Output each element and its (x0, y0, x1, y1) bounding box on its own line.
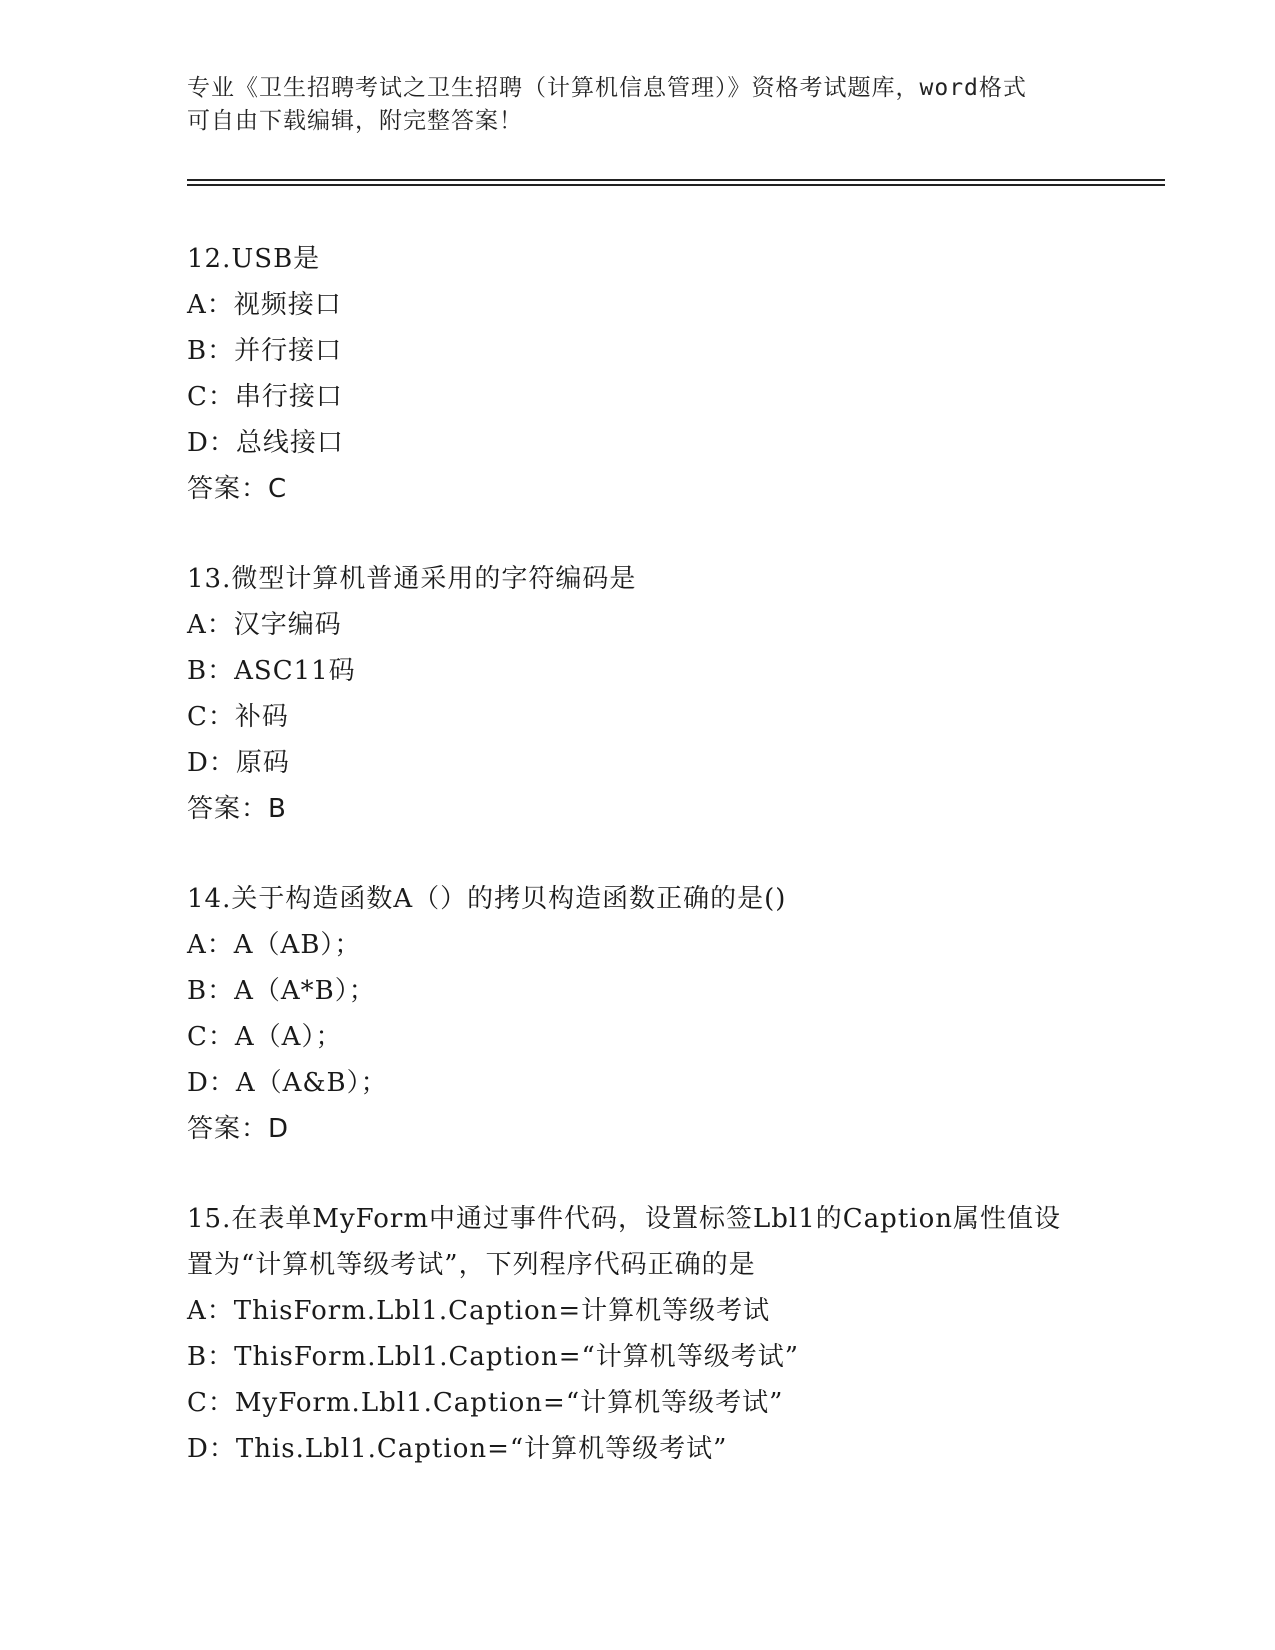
answer-text: 答案：B (187, 794, 287, 824)
question-stem: 13.微型计算机普通采用的字符编码是 (187, 564, 637, 594)
header-line-2: 可自由下载编辑，附完整答案！ (187, 108, 523, 134)
document-header (187, 72, 1067, 138)
option-b: B：ThisForm.Lbl1.Caption=“计算机等级考试” (187, 1342, 800, 1372)
header-divider-top (187, 179, 1165, 181)
option-c: C：串行接口 (187, 382, 343, 412)
answer-text: 答案：D (187, 1114, 290, 1144)
question-stem: 14.关于构造函数A（）的拷贝构造函数正确的是() (187, 884, 787, 914)
option-d: D：总线接口 (187, 428, 344, 458)
answer-text: 答案：C (187, 474, 288, 504)
question-15 (187, 1196, 1087, 1472)
option-d: D：原码 (187, 748, 290, 778)
header-line-1: 专业《卫生招聘考试之卫生招聘（计算机信息管理）》资格考试题库，word格式 (187, 75, 1027, 101)
option-d: D：This.Lbl1.Caption=“计算机等级考试” (187, 1434, 728, 1464)
option-d: D：A（A&B）； (187, 1068, 388, 1098)
question-12 (187, 236, 1087, 512)
question-stem: 15.在表单MyForm中通过事件代码，设置标签Lbl1的Caption属性值设置为“计算机等级考试”，下列程序代码正确的是 (187, 1204, 1061, 1280)
question-stem: 12.USB是 (187, 244, 321, 274)
option-b: B：A（A*B）； (187, 976, 376, 1006)
option-a: A：汉字编码 (187, 610, 342, 640)
option-c: C：补码 (187, 702, 289, 732)
question-13 (187, 556, 1087, 832)
option-a: A：视频接口 (187, 290, 342, 320)
question-list (187, 236, 1087, 1516)
option-b: B：ASC11码 (187, 656, 356, 686)
option-c: C：MyForm.Lbl1.Caption=“计算机等级考试” (187, 1388, 784, 1418)
header-divider-bottom (187, 184, 1165, 186)
option-a: A：A（AB）； (187, 930, 362, 960)
question-14 (187, 876, 1087, 1152)
option-b: B：并行接口 (187, 336, 343, 366)
option-c: C：A（A）； (187, 1022, 343, 1052)
option-a: A：ThisForm.Lbl1.Caption=计算机等级考试 (187, 1296, 771, 1326)
